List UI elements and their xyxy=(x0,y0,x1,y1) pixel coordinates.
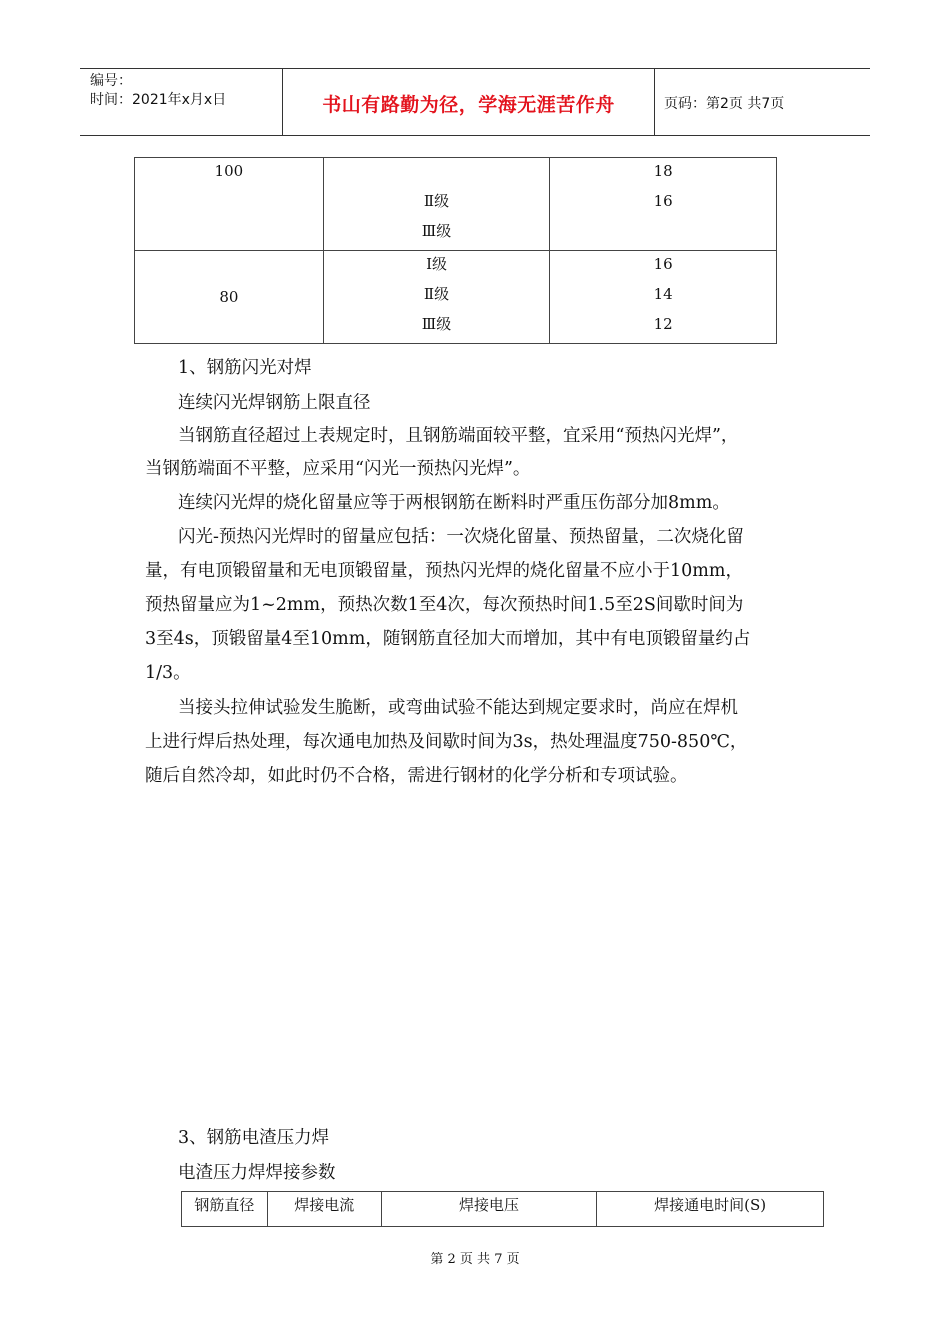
header-bottom-rule xyxy=(80,135,870,136)
paragraph-3-line-3: 预热留量应为1~2mm，预热次数1至4次，每次预热时间1.5至2S间歇时间为 xyxy=(145,595,744,615)
cell-text: Ⅱ级 xyxy=(423,192,450,210)
cell-text: Ⅲ级 xyxy=(421,315,452,333)
header-page-number: 页码：第2页 共7页 xyxy=(664,96,785,112)
paragraph-3-line-1: 闪光-预热闪光焊时的留量应包括：一次烧化留量、预热留量，二次烧化留 xyxy=(178,527,744,547)
cell-text: Ⅱ级 xyxy=(423,285,450,303)
cell-text: 12 xyxy=(653,315,673,333)
paragraph-1-line-1: 当钢筋直径超过上表规定时，且钢筋端面较平整，宜采用“预热闪光焊”， xyxy=(178,426,739,446)
paragraph-1-line-2: 当钢筋端面不平整，应采用“闪光一预热闪光焊”。 xyxy=(145,459,531,479)
cell-text: 16 xyxy=(653,192,673,210)
table-header-row xyxy=(182,1192,824,1227)
page-footer: 第 2 页 共 7 页 xyxy=(430,1252,520,1267)
cell-text: 14 xyxy=(653,285,673,303)
header-cell-voltage: 焊接电压 xyxy=(381,1192,597,1227)
cell-text: 16 xyxy=(653,255,673,273)
cell-text: Ⅲ级 xyxy=(421,222,452,240)
diameter-table xyxy=(134,157,777,344)
paragraph-4-line-1: 当接头拉伸试验发生脆断，或弯曲试验不能达到规定要求时，尚应在焊机 xyxy=(178,698,738,718)
header-cell-diameter: 钢筋直径 xyxy=(182,1192,268,1227)
paragraph-3-line-4: 3至4s，顶锻留量4至10mm，随钢筋直径加大而增加，其中有电顶锻留量约占 xyxy=(145,629,751,649)
cell-text: 18 xyxy=(653,162,673,180)
welding-parameter-table xyxy=(181,1191,824,1227)
paragraph-3-line-2: 量，有电顶锻留量和无电顶锻留量，预热闪光焊的烧化留量不应小于10mm， xyxy=(145,561,743,581)
section-heading-1: 1、钢筋闪光对焊 xyxy=(178,358,312,378)
header-motto: 书山有路勤为径，学海无涯苦作舟 xyxy=(322,94,615,116)
section-heading-3: 3、钢筋电渣压力焊 xyxy=(178,1128,330,1148)
paragraph-4-line-3: 随后自然冷却，如此时仍不合格，需进行钢材的化学分析和专项试验。 xyxy=(145,766,688,786)
header-cell-time: 焊接通电时间(S) xyxy=(597,1192,824,1227)
cell-text: 100 xyxy=(214,162,244,180)
table-row xyxy=(135,251,777,344)
value-cell xyxy=(550,158,777,251)
header-divider-right xyxy=(654,68,655,135)
paragraph-4-line-2: 上进行焊后热处理，每次通电加热及间歇时间为3s，热处理温度750-850℃， xyxy=(145,732,748,752)
paragraph-3-line-5: 1/3。 xyxy=(145,663,191,683)
header-date: 时间：2021年x月x日 xyxy=(90,92,227,108)
diameter-cell xyxy=(135,251,324,344)
paragraph-2: 连续闪光焊的烧化留量应等于两根钢筋在断料时严重压伤部分加8mm。 xyxy=(178,493,730,513)
header-number: 编号： xyxy=(90,73,132,89)
cell-text: Ⅰ级 xyxy=(426,255,447,273)
header-cell-current: 焊接电流 xyxy=(267,1192,381,1227)
value-cell xyxy=(550,251,777,344)
grade-cell xyxy=(323,158,550,251)
cell-text: 80 xyxy=(219,288,239,306)
subheading-3: 电渣压力焊焊接参数 xyxy=(178,1163,336,1183)
header-top-rule xyxy=(80,68,870,69)
subheading-1: 连续闪光焊钢筋上限直径 xyxy=(178,393,371,413)
table-row xyxy=(135,158,777,251)
diameter-cell xyxy=(135,158,324,251)
grade-cell xyxy=(323,251,550,344)
